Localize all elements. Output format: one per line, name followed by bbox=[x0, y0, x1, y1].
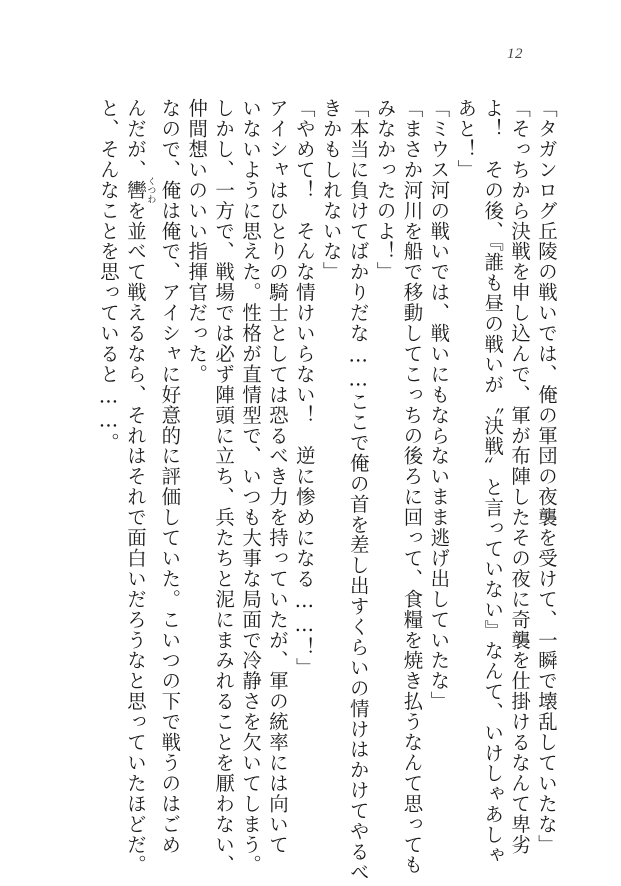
vertical-text-body bbox=[94, 98, 559, 883]
text-line: 「そっちから決戦を申し込んで、軍が布陣したその夜に奇襲を仕掛けるなんて卑劣 bbox=[508, 98, 532, 855]
text-line: 「タガンログ丘陵の戦いでは、俺の軍団の夜襲を受けて、一瞬で壊乱していたな」 bbox=[535, 98, 558, 855]
text-line: 「やめて！ そんな情けいらない！ 逆に惨めになる……！」 bbox=[292, 98, 316, 678]
text-line-with-ruby bbox=[121, 98, 156, 876]
ruby-base: 轡 bbox=[123, 176, 147, 204]
text-line: あと！」 bbox=[454, 98, 478, 180]
text-line: いないように思えた。性格が直情型で、いつも大事な局面で冷静さを欠いてしまう。 bbox=[239, 98, 263, 876]
text-line: しかし、一方で、戦場では必ず陣頭に立ち、兵たちと泥にまみれることを厭わない、 bbox=[212, 98, 236, 876]
text-line: 仲間想いのいい指揮官だった。 bbox=[185, 98, 209, 385]
line-prefix: んだが、 bbox=[123, 98, 147, 180]
text-line: みなかったのよ！」 bbox=[373, 98, 397, 283]
text-line: なので、俺は俺で、アイシャに好意的に評価していた。こいつの下で戦うのはごめ bbox=[158, 98, 182, 855]
text-line: 「ミウス河の戦いでは、戦いにもならないまま逃げ出していたな」 bbox=[427, 98, 451, 712]
page-number: 12 bbox=[507, 46, 523, 62]
text-line: きかもしれないな」 bbox=[319, 98, 343, 283]
text-line: と、そんなことを思っていると……。 bbox=[97, 98, 120, 453]
text-line: 「まさか河川を船で移動してこっちの後ろに回って、食糧を焼き払うなんて思っても bbox=[400, 98, 424, 876]
ruby-reading: くつわ bbox=[145, 176, 156, 204]
line-suffix: を並べて戦えるなら、それはそれで面白いだろうなと思っていたほどだ。 bbox=[123, 200, 147, 876]
text-line: よ！ その後、『誰も昼の戦いが〝決戦〟と言っていない』なんて、いけしゃあしゃ bbox=[481, 98, 505, 866]
text-line: アイシャはひとりの騎士としては恐るべき力を持っていたが、軍の統率には向いて bbox=[265, 98, 289, 855]
ruby-annotation bbox=[123, 176, 156, 204]
text-line: 「本当に負けてばかりだな……ここで俺の首を差し出すくらいの情けはかけてやるべ bbox=[346, 98, 370, 883]
